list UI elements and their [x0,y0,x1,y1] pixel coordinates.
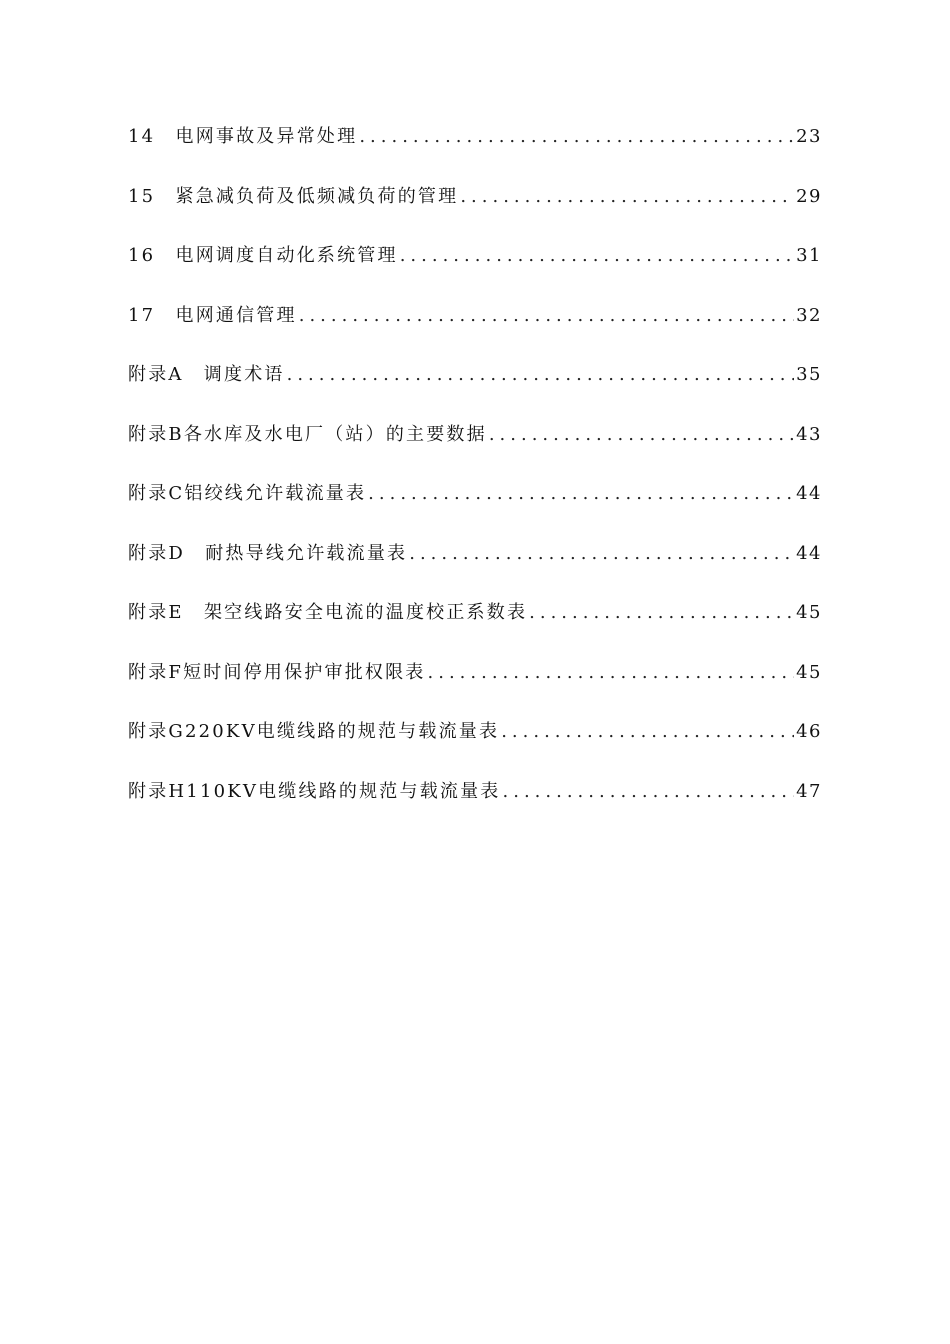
toc-entry[interactable] [128,717,822,777]
toc-entry[interactable] [128,539,822,599]
toc-entry-page: 43 [796,423,822,445]
toc-entry-page: 23 [796,126,822,147]
toc-entry[interactable] [128,420,822,480]
toc-entry-page: 44 [796,483,822,504]
toc-entry-page: 31 [796,245,822,266]
toc-entry-title: 附录E 架空线路安全电流的温度校正系数表 [128,602,528,623]
toc-leader-dots [287,364,794,385]
toc-entry-title: 16 电网调度自动化系统管理 [128,245,398,266]
toc-entry-title: 15 紧急减负荷及低频减负荷的管理 [128,185,459,207]
toc-leader-dots [299,305,794,326]
toc-leader-dots [409,543,794,564]
toc-leader-dots [501,721,794,742]
toc-entry-page: 35 [796,364,822,385]
toc-leader-dots [400,245,794,266]
toc-entry-page: 45 [796,602,822,623]
toc-entry[interactable] [128,182,822,242]
toc-leader-dots [489,424,794,445]
toc-entry-title: 17 电网通信管理 [128,304,297,326]
toc-entry-page: 46 [796,721,822,742]
toc-leader-dots [359,126,794,147]
toc-entry[interactable] [128,301,822,361]
toc-entry-title: 附录D 耐热导线允许载流量表 [128,542,408,564]
toc-entry[interactable] [128,360,822,420]
toc-entry[interactable] [128,241,822,301]
toc-entry-title: 附录F短时间停用保护审批权限表 [128,661,426,683]
toc-entry-title: 附录C铝绞线允许载流量表 [128,483,367,504]
toc-entry-title: 14 电网事故及异常处理 [128,126,358,147]
toc-entry-page: 29 [796,185,822,207]
table-of-contents [128,122,822,836]
toc-leader-dots [529,602,794,623]
toc-leader-dots [428,662,795,683]
toc-entry[interactable] [128,479,822,539]
toc-entry[interactable] [128,658,822,718]
toc-entry-page: 47 [796,780,822,802]
toc-entry-page: 45 [796,661,822,683]
toc-entry-title: 附录H110KV电缆线路的规范与载流量表 [128,780,501,802]
toc-entry[interactable] [128,598,822,658]
toc-leader-dots [460,186,794,207]
toc-entry-title: 附录B各水库及水电厂（站）的主要数据 [128,423,487,445]
toc-leader-dots [503,781,795,802]
toc-entry-title: 附录G220KV电缆线路的规范与载流量表 [128,721,500,742]
toc-entry[interactable] [128,122,822,182]
toc-entry[interactable] [128,777,822,837]
toc-entry-title: 附录A 调度术语 [128,364,285,385]
toc-entry-page: 44 [796,542,822,564]
toc-entry-page: 32 [796,304,822,326]
toc-leader-dots [368,483,794,504]
